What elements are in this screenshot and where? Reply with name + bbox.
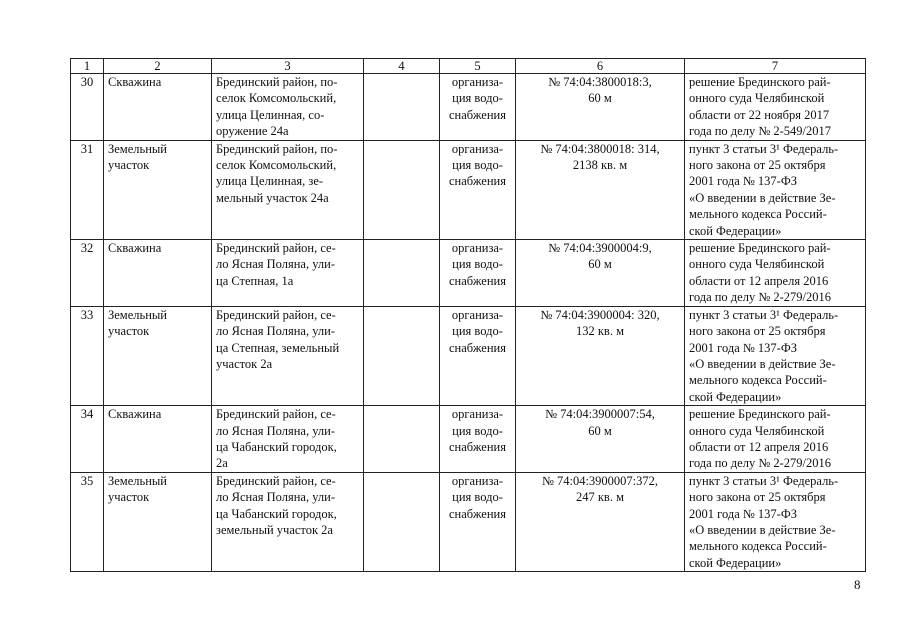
page-number: 8 — [854, 577, 861, 592]
table-row — [71, 140, 866, 239]
legal-basis-line: 2001 года № 137-ФЗ — [689, 340, 797, 355]
legal-basis-line: области от 12 апреля 2016 — [689, 439, 829, 454]
cadastral-number-line: 60 м — [588, 91, 612, 106]
object-address — [212, 306, 364, 405]
cadastral-number — [516, 74, 685, 141]
cadastral-number — [516, 140, 685, 239]
cadastral-number-line: 132 кв. м — [575, 324, 624, 339]
object-name-line: участок — [108, 324, 150, 339]
object-purpose-line: ция водо- — [452, 257, 503, 272]
cadastral-number-line: № 74:04:3900007:54, — [545, 407, 655, 422]
table-row — [71, 240, 866, 307]
object-purpose-line: ция водо- — [452, 158, 503, 173]
row-number: 33 — [71, 306, 104, 405]
legal-basis-line: пункт 3 статьи 3¹ Федераль- — [689, 307, 839, 322]
object-purpose — [440, 240, 516, 307]
object-name-line: Земельный — [108, 473, 167, 488]
object-purpose-line: ция водо- — [452, 423, 503, 438]
cadastral-number — [516, 240, 685, 307]
object-address-line: Брединский район, се- — [216, 307, 336, 322]
object-name-line: Скважина — [108, 241, 162, 256]
object-purpose-line: снабжения — [449, 506, 506, 521]
object-address-line: ло Ясная Поляна, ули- — [216, 257, 335, 272]
object-name — [104, 140, 212, 239]
object-name-line: Скважина — [108, 75, 162, 89]
legal-basis-line: «О введении в действие Зе- — [689, 190, 836, 205]
row-number: 34 — [71, 406, 104, 473]
legal-basis — [685, 240, 866, 307]
legal-basis-line: года по делу № 2-279/2016 — [689, 290, 832, 305]
object-purpose — [440, 406, 516, 473]
cadastral-number-line: № 74:04:3900004:9, — [548, 241, 652, 256]
legal-basis-line: решение Брединского рай- — [689, 241, 831, 256]
table-row — [71, 74, 866, 141]
object-name-line: Скважина — [108, 407, 162, 422]
empty-cell — [364, 306, 440, 405]
object-purpose-line: ция водо- — [452, 324, 503, 339]
row-number: 32 — [71, 240, 104, 307]
header-col-5: 5 — [440, 59, 516, 74]
table-body — [71, 74, 866, 572]
row-number: 35 — [71, 472, 104, 571]
table-row — [71, 406, 866, 473]
object-address-line: Брединский район, се- — [216, 473, 336, 488]
legal-basis-line: онного суда Челябинской — [689, 423, 825, 438]
object-address-line: 2а — [216, 456, 228, 471]
object-purpose-line: организа- — [451, 75, 504, 89]
object-name — [104, 240, 212, 307]
legal-basis-line: области от 22 ноября 2017 — [689, 107, 830, 122]
object-address-line: Брединский район, по- — [216, 75, 338, 89]
object-purpose — [440, 140, 516, 239]
object-address-line: ца Чабанский городок, — [216, 506, 337, 521]
object-purpose-line: организа- — [451, 241, 504, 256]
table-row — [71, 306, 866, 405]
object-name — [104, 306, 212, 405]
object-address — [212, 240, 364, 307]
legal-basis-line: решение Брединского рай- — [689, 407, 831, 422]
object-address-line: участок 2а — [216, 356, 273, 371]
legal-basis — [685, 306, 866, 405]
object-purpose — [440, 74, 516, 141]
object-address-line: селок Комсомольский, — [216, 158, 337, 173]
object-address-line: улица Целинная, со- — [216, 107, 325, 122]
legal-basis-line: онного суда Челябинской — [689, 91, 825, 106]
empty-cell — [364, 472, 440, 571]
table-row — [71, 472, 866, 571]
object-address-line: оружение 24а — [216, 124, 289, 139]
row-number: 30 — [71, 74, 104, 141]
object-purpose-line: снабжения — [449, 340, 506, 355]
object-address-line: Брединский район, се- — [216, 241, 336, 256]
empty-cell — [364, 140, 440, 239]
object-address-line: ца Степная, земельный — [216, 340, 340, 355]
legal-basis-line: ской Федерации» — [689, 555, 782, 570]
legal-basis-line: ного закона от 25 октября — [689, 324, 826, 339]
header-row — [71, 59, 866, 74]
object-purpose-line: снабжения — [449, 439, 506, 454]
object-purpose — [440, 472, 516, 571]
object-name — [104, 472, 212, 571]
object-address-line: ло Ясная Поляна, ули- — [216, 423, 335, 438]
object-address-line: земельный участок 2а — [216, 522, 333, 537]
object-purpose-line: организа- — [451, 407, 504, 422]
object-purpose-line: организа- — [451, 307, 504, 322]
legal-basis-line: ного закона от 25 октября — [689, 490, 826, 505]
cadastral-number-line: 2138 кв. м — [572, 158, 628, 173]
object-address-line: селок Комсомольский, — [216, 91, 337, 106]
empty-cell — [364, 74, 440, 141]
legal-basis — [685, 74, 866, 141]
object-name-line: участок — [108, 490, 150, 505]
cadastral-number — [516, 306, 685, 405]
object-purpose-line: снабжения — [449, 107, 506, 122]
legal-basis — [685, 406, 866, 473]
object-name-line: участок — [108, 158, 150, 173]
legal-basis-line: области от 12 апреля 2016 — [689, 273, 829, 288]
object-purpose-line: снабжения — [449, 273, 506, 288]
cadastral-number-line: 60 м — [588, 423, 612, 438]
legal-basis-line: «О введении в действие Зе- — [689, 356, 836, 371]
legal-basis-line: ного закона от 25 октября — [689, 158, 826, 173]
object-purpose-line: снабжения — [449, 174, 506, 189]
cadastral-number-line: № 74:04:3800018:3, — [548, 75, 652, 89]
header-col-1: 1 — [71, 59, 104, 74]
legal-basis-line: мельного кодекса Россий- — [689, 207, 827, 222]
object-purpose-line: организа- — [451, 141, 504, 156]
empty-cell — [364, 240, 440, 307]
property-table — [70, 58, 866, 572]
legal-basis-line: года по делу № 2-549/2017 — [689, 124, 832, 139]
object-name — [104, 74, 212, 141]
object-purpose — [440, 306, 516, 405]
row-number: 31 — [71, 140, 104, 239]
header-col-2: 2 — [104, 59, 212, 74]
object-address — [212, 140, 364, 239]
empty-cell — [364, 406, 440, 473]
legal-basis-line: мельного кодекса Россий- — [689, 373, 827, 388]
legal-basis-line: 2001 года № 137-ФЗ — [689, 174, 797, 189]
object-address — [212, 472, 364, 571]
header-col-3: 3 — [212, 59, 364, 74]
object-address-line: ло Ясная Поляна, ули- — [216, 324, 335, 339]
object-address-line: ло Ясная Поляна, ули- — [216, 490, 335, 505]
legal-basis-line: ской Федерации» — [689, 389, 782, 404]
legal-basis-line: мельного кодекса Россий- — [689, 539, 827, 554]
legal-basis-line: «О введении в действие Зе- — [689, 522, 836, 537]
object-address-line: Брединский район, по- — [216, 141, 338, 156]
legal-basis-line: решение Брединского рай- — [689, 75, 831, 89]
object-address-line: ца Чабанский городок, — [216, 439, 337, 454]
object-address-line: ца Степная, 1а — [216, 273, 294, 288]
legal-basis — [685, 472, 866, 571]
header-col-7: 7 — [685, 59, 866, 74]
legal-basis-line: 2001 года № 137-ФЗ — [689, 506, 797, 521]
cadastral-number-line: № 74:04:3800018: 314, — [540, 141, 660, 156]
object-purpose-line: организа- — [451, 473, 504, 488]
legal-basis-line: ской Федерации» — [689, 223, 782, 238]
object-name-line: Земельный — [108, 141, 167, 156]
object-address-line: мельный участок 24а — [216, 190, 329, 205]
legal-basis-line: онного суда Челябинской — [689, 257, 825, 272]
cadastral-number-line: 247 кв. м — [575, 490, 624, 505]
object-address — [212, 74, 364, 141]
object-address-line: улица Целинная, зе- — [216, 174, 324, 189]
cadastral-number-line: № 74:04:3900004: 320, — [540, 307, 660, 322]
header-col-4: 4 — [364, 59, 440, 74]
legal-basis — [685, 140, 866, 239]
header-col-6: 6 — [516, 59, 685, 74]
legal-basis-line: года по делу № 2-279/2016 — [689, 456, 832, 471]
object-name-line: Земельный — [108, 307, 167, 322]
object-address-line: Брединский район, се- — [216, 407, 336, 422]
legal-basis-line: пункт 3 статьи 3¹ Федераль- — [689, 473, 839, 488]
object-name — [104, 406, 212, 473]
legal-basis-line: пункт 3 статьи 3¹ Федераль- — [689, 141, 839, 156]
cadastral-number — [516, 406, 685, 473]
object-address — [212, 406, 364, 473]
cadastral-number-line: № 74:04:3900007:372, — [541, 473, 659, 488]
object-purpose-line: ция водо- — [452, 490, 503, 505]
object-purpose-line: ция водо- — [452, 91, 503, 106]
cadastral-number — [516, 472, 685, 571]
cadastral-number-line: 60 м — [588, 257, 612, 272]
